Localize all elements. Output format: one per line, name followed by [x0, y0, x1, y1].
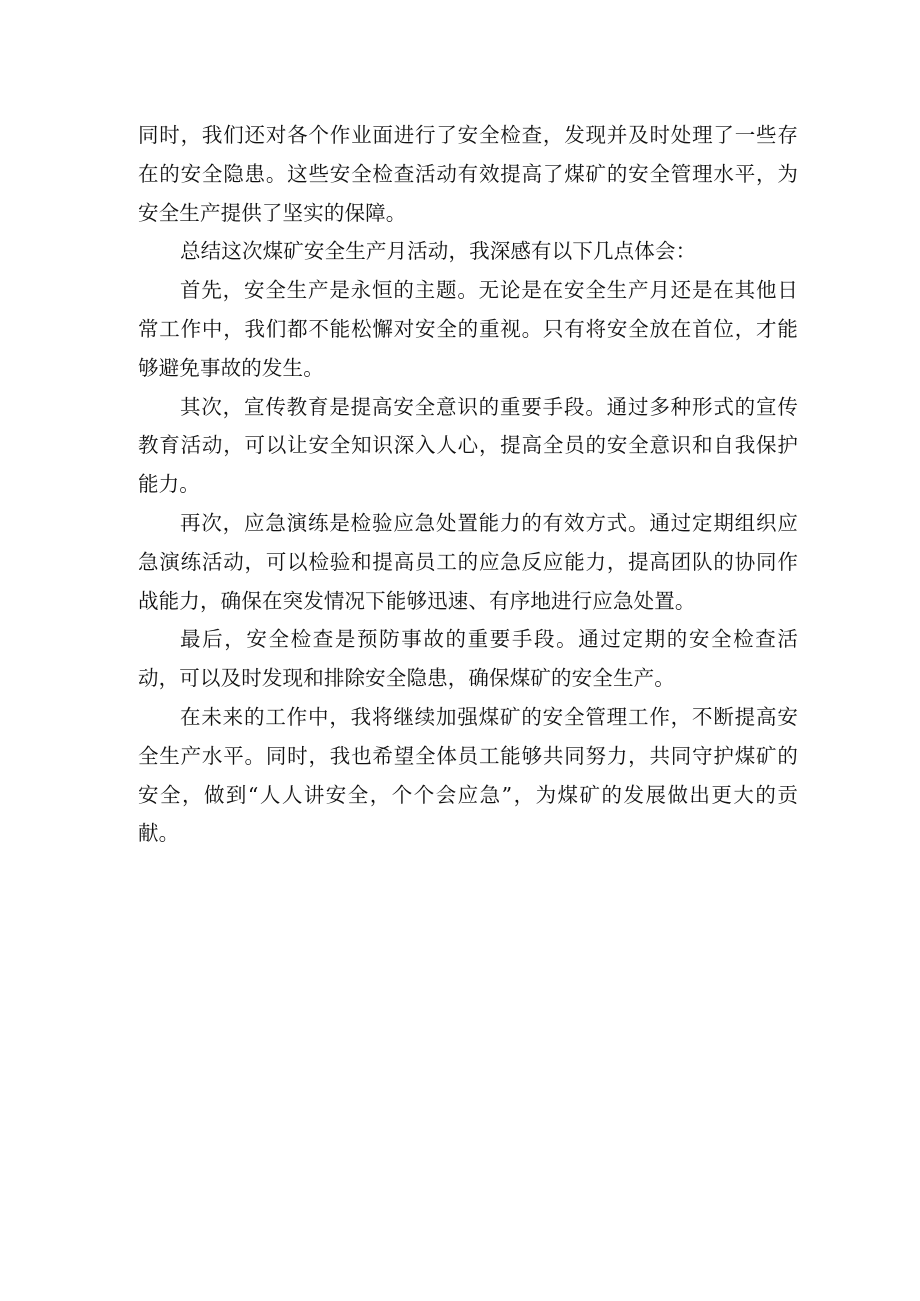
document-body — [138, 116, 798, 853]
paragraph-fourth-point: 最后，安全检查是预防事故的重要手段。通过定期的安全检查活动，可以及时发现和排除安全隐患，确保煤矿的安全生产。 — [138, 627, 798, 691]
paragraph-safety-inspection: 同时，我们还对各个作业面进行了安全检查，发现并及时处理了一些存在的安全隐患。这些安全检查活动有效提高了煤矿的安全管理水平，为安全生产提供了坚实的保障。 — [138, 123, 798, 225]
paragraph-second-point: 其次，宣传教育是提高安全意识的重要手段。通过多种形式的宣传教育活动，可以让安全知识深入人心，提高全员的安全意识和自我保护能力。 — [138, 394, 798, 497]
paragraph-third-point: 再次，应急演练是检验应急处置能力的有效方式。通过定期组织应急演练活动，可以检验和提高员工的应急反应能力，提高团队的协同作战能力，确保在突发情况下能够迅速、有序地进行应急处置。 — [138, 510, 798, 613]
paragraph-summary-intro: 总结这次煤矿安全生产月活动，我深感有以下几点体会： — [180, 239, 697, 264]
paragraph-first-point: 首先，安全生产是永恒的主题。无论是在安全生产月还是在其他日常工作中，我们都不能松懈对安全的重视。只有将安全放在首位，才能够避免事故的发生。 — [138, 278, 798, 380]
paragraph-future-work: 在未来的工作中，我将继续加强煤矿的安全管理工作，不断提高安全生产水平。同时，我也希望全体员工能够共同努力，共同守护煤矿的安全，做到“人人讲安全，个个会应急”，为煤矿的发展做出更大的贡献。 — [138, 704, 798, 846]
